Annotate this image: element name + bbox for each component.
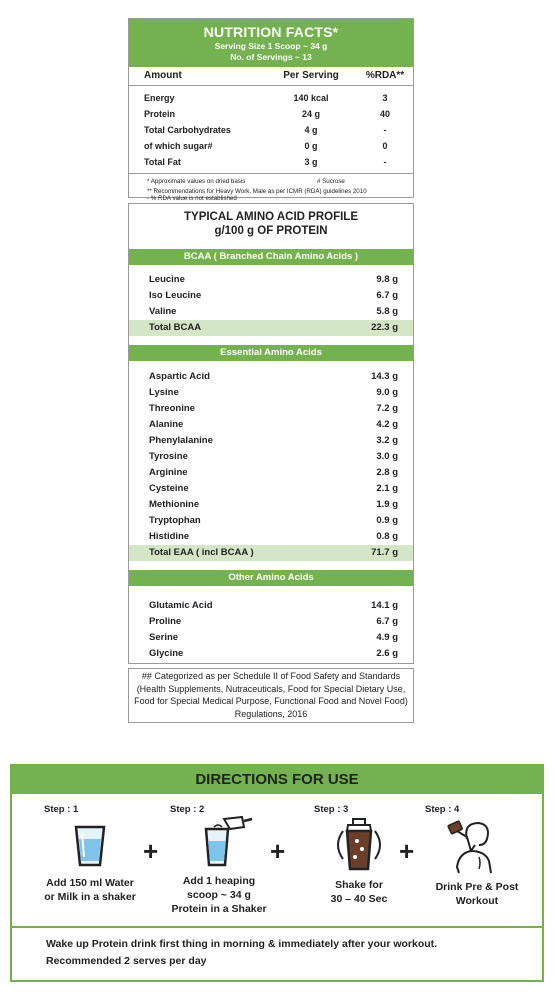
other-header: Other Amino Acids: [129, 570, 413, 586]
step-label: Step : 1: [44, 804, 79, 815]
footer-line-2: Recommended 2 serves per day: [46, 955, 207, 967]
nutrient-name: Protein: [144, 109, 176, 119]
nutrient-rda: 3: [382, 93, 388, 103]
col-per-serving: Per Serving: [283, 70, 339, 81]
note-rda: - % RDA value is not established: [147, 195, 237, 202]
total-value: 22.3 g: [371, 322, 398, 333]
amino-value: 9.8 g: [376, 274, 398, 285]
amino-name: Methionine: [149, 499, 200, 510]
nutrient-per-serving: 140 kcal: [293, 93, 329, 103]
step-text-1: Drink Pre & Post: [435, 881, 519, 893]
nutrient-rda: 0: [382, 141, 388, 151]
nutrient-per-serving: 4 g: [304, 125, 318, 135]
amino-value: 0.9 g: [376, 515, 398, 526]
amino-value: 1.9 g: [376, 499, 398, 510]
bcaa-header: BCAA ( Branched Chain Amino Acids ): [129, 249, 413, 265]
step-3: [304, 804, 414, 906]
amino-row: [129, 646, 413, 662]
nutrition-row: [129, 138, 413, 154]
amino-name: Aspartic Acid: [149, 371, 210, 382]
amino-title-line1: TYPICAL AMINO ACID PROFILE: [184, 211, 358, 223]
nutrient-name: Energy: [144, 93, 175, 103]
total-label: Total EAA ( incl BCAA ): [149, 547, 254, 558]
amino-row: [129, 497, 413, 513]
amino-row: [129, 433, 413, 449]
step-4: [417, 804, 537, 908]
nutrient-name: Total Carbohydrates: [144, 125, 231, 135]
amino-name: Proline: [149, 616, 182, 627]
nutrient-rda: 40: [379, 109, 390, 119]
note-sucrose: # Sucrose: [317, 178, 345, 185]
drinking-person-icon: [445, 817, 509, 875]
directions-footer: [12, 926, 542, 970]
amino-value: 14.1 g: [371, 600, 398, 611]
nutrient-rda: -: [383, 125, 387, 135]
amino-value: 2.1 g: [376, 483, 398, 494]
amino-row: [129, 401, 413, 417]
amino-value: 2.6 g: [376, 648, 398, 659]
amino-name: Cysteine: [149, 483, 189, 494]
nutrition-row: [129, 106, 413, 122]
amino-value: 9.0 g: [376, 387, 398, 398]
step-1: [20, 804, 160, 904]
amino-value: 6.7 g: [376, 290, 398, 301]
amino-row: [129, 449, 413, 465]
nutrition-row: [129, 122, 413, 138]
amino-row: [129, 481, 413, 497]
amino-row: [129, 598, 413, 614]
step-label: Step : 4: [425, 804, 460, 815]
amino-value: 7.2 g: [376, 403, 398, 414]
amino-value: 3.2 g: [376, 435, 398, 446]
total-value: 71.7 g: [371, 547, 398, 558]
note-approx: * Approximate values on dried basis: [147, 178, 246, 185]
col-amount: Amount: [144, 70, 182, 81]
nutrient-rda: -: [383, 157, 387, 167]
eaa-total-row: [129, 545, 413, 561]
amino-row: [129, 513, 413, 529]
amino-value: 2.8 g: [376, 467, 398, 478]
amino-value: 14.3 g: [371, 371, 398, 382]
eaa-header: Essential Amino Acids: [129, 345, 413, 361]
nutrition-column-headers: [129, 67, 413, 86]
amino-value: 5.8 g: [376, 306, 398, 317]
amino-row: [129, 465, 413, 481]
bcaa-total-row: [129, 320, 413, 336]
amino-name: Glycine: [149, 648, 184, 659]
amino-name: Phenylalanine: [149, 435, 213, 446]
nutrition-rows: [129, 86, 413, 170]
shaker-icon: [329, 817, 389, 873]
serving-size: Serving Size 1 Scoop ~ 34 g: [214, 41, 328, 51]
amino-row: [129, 288, 413, 304]
amino-row: [129, 529, 413, 545]
amino-name: Histidine: [149, 531, 190, 542]
step-2: [154, 804, 284, 916]
amino-row: [129, 369, 413, 385]
plus-icon: +: [143, 836, 159, 866]
step-text-2: scoop ~ 34 g: [187, 889, 251, 901]
amino-acid-panel: [128, 203, 414, 664]
note-recommendations: ** Recommendations for Heavy Work, Male as per ICMR (RDA) guidelines 2010: [147, 188, 367, 195]
amino-name: Iso Leucine: [149, 290, 202, 301]
nutrition-title: NUTRITION FACTS*: [203, 24, 339, 40]
amino-name: Threonine: [149, 403, 195, 414]
nutrient-per-serving: 0 g: [304, 141, 318, 151]
amino-title: [129, 204, 413, 242]
amino-value: 3.0 g: [376, 451, 398, 462]
nutrition-header: [129, 19, 413, 67]
nutrition-notes: [129, 173, 413, 204]
step-text-3: Protein in a Shaker: [171, 903, 267, 915]
step-text-2: or Milk in a shaker: [44, 891, 136, 903]
amino-title-line2: g/100 g OF PROTEIN: [214, 225, 328, 237]
step-text-2: 30 – 40 Sec: [330, 893, 388, 905]
glass-icon: [70, 823, 110, 869]
amino-row: [129, 630, 413, 646]
amino-row: [129, 614, 413, 630]
amino-name: Alanine: [149, 419, 184, 430]
footer-line-1: Wake up Protein drink first thing in morning & immediately after your workout.: [46, 938, 438, 950]
total-label: Total BCAA: [149, 322, 202, 333]
step-text-1: Add 150 ml Water: [46, 877, 134, 889]
amino-value: 4.2 g: [376, 419, 398, 430]
step-text-1: Add 1 heaping: [182, 875, 256, 887]
nutrition-row: [129, 90, 413, 106]
directions-title: DIRECTIONS FOR USE: [12, 766, 542, 794]
nutrition-facts-panel: [128, 18, 414, 202]
plus-icon: +: [270, 836, 286, 866]
servings-count: No. of Servings ~ 13: [230, 52, 312, 62]
step-label: Step : 2: [170, 804, 205, 815]
amino-name: Tryptophan: [149, 515, 201, 526]
step-text-2: Workout: [455, 895, 499, 907]
amino-row: [129, 385, 413, 401]
amino-name: Leucine: [149, 274, 185, 285]
amino-value: 4.9 g: [376, 632, 398, 643]
amino-name: Lysine: [149, 387, 179, 398]
amino-name: Arginine: [149, 467, 188, 478]
nutrition-row: [129, 154, 413, 170]
col-rda: %RDA**: [365, 70, 405, 81]
amino-value: 0.8 g: [376, 531, 398, 542]
nutrient-per-serving: 3 g: [304, 157, 318, 167]
plus-icon: +: [399, 836, 415, 866]
amino-value: 6.7 g: [376, 616, 398, 627]
amino-name: Tyrosine: [149, 451, 188, 462]
step-text-1: Shake for: [335, 879, 383, 891]
amino-name: Valine: [149, 306, 177, 317]
amino-name: Glutamic Acid: [149, 600, 213, 611]
nutrient-name: Total Fat: [144, 157, 181, 167]
directions-panel: [10, 764, 544, 982]
amino-row: [129, 272, 413, 288]
amino-row: [129, 304, 413, 320]
nutrient-per-serving: 24 g: [301, 109, 320, 119]
scoop-glass-icon: [184, 815, 254, 869]
step-label: Step : 3: [314, 804, 349, 815]
schedule-note: ## Categorized as per Schedule II of Food Safety and Standards (Health Supplements, Nutraceuticals, Food for Special Dietary Use, Food for Special Medical Purpose, Functional Food and Novel Food) Regulations, 2016: [128, 668, 414, 723]
amino-row: [129, 417, 413, 433]
amino-name: Serine: [149, 632, 179, 643]
nutrient-name: of which sugar#: [144, 141, 213, 151]
